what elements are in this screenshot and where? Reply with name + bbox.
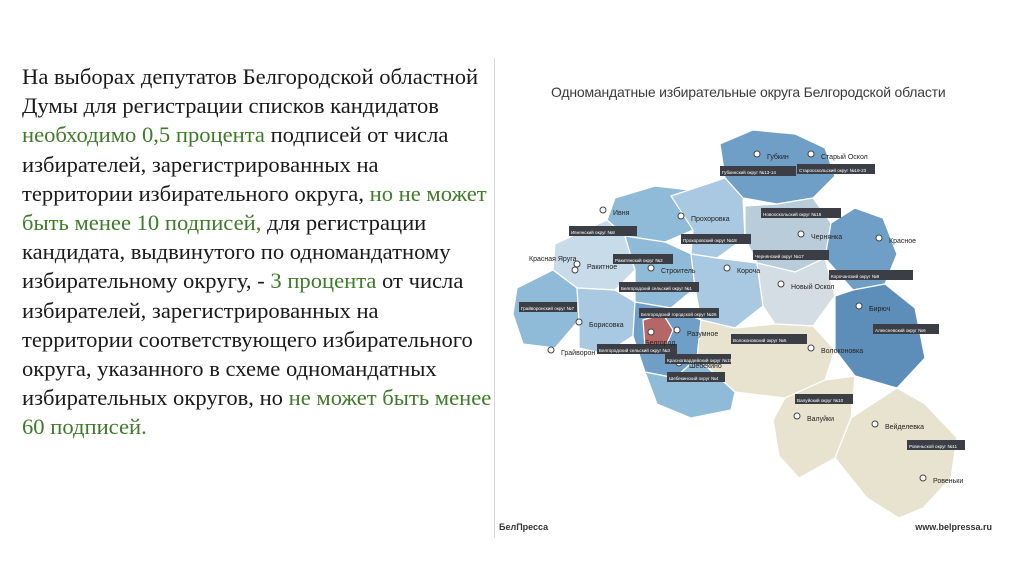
map-city-label: Корочa bbox=[737, 268, 761, 275]
map-city-label: Губкин bbox=[767, 154, 789, 161]
text-part-3: для регистрации кандидата, выдвинутого по одномандатному избирательному округу, - bbox=[22, 210, 451, 294]
text-part-1: На выборах депутатов Белгородской областной Думы для регистрации списков кандидатов bbox=[22, 64, 479, 119]
text-highlight-min-10: но не может быть менее 10 подписей, bbox=[22, 180, 487, 236]
map-district-label: Волоконовский округ №5 bbox=[733, 338, 787, 343]
map-district-label: Чернянский округ №17 bbox=[755, 254, 804, 259]
map-city-label: Разумное bbox=[687, 331, 719, 338]
map-district-label: Белгородский сельский округ №1 bbox=[621, 286, 692, 291]
map-district-label: Ровеньской округ №11 bbox=[909, 444, 958, 449]
map-district-label: Ивнянский округ №8 bbox=[571, 230, 615, 235]
map-district-label: Красногвардейский округ №15 bbox=[667, 358, 733, 363]
map-city-label: Вейделевка bbox=[885, 424, 925, 431]
map-district-label: Корочанский округ №9 bbox=[831, 274, 880, 279]
map-city-label: Шебекино bbox=[689, 363, 722, 370]
source-label: БелПресса bbox=[499, 522, 549, 532]
map-district-label: Белгородский сельский округ №3 bbox=[599, 348, 670, 353]
map-city-label: Волоконовка bbox=[821, 348, 864, 355]
region-map bbox=[495, 58, 1000, 538]
map-district-label: Прохоровский округ №18 bbox=[683, 238, 737, 243]
map-district-label: Губкинский округ №13-14 bbox=[722, 170, 776, 175]
map-city-label: Ивня bbox=[613, 210, 630, 217]
map-city-label: Новый Оскол bbox=[791, 284, 835, 291]
map-district-label: Старооскольский округ №19-23 bbox=[799, 168, 867, 173]
map-city-label: Красная Яруга bbox=[529, 256, 577, 263]
map-district-label: Шебекинский округ №4 bbox=[669, 376, 719, 381]
source-url: www.belpressa.ru bbox=[915, 522, 992, 532]
map-city-label: Ровеньки bbox=[933, 478, 964, 485]
map-district-label: Белгородский городской округ №26 bbox=[641, 312, 717, 317]
map-district-label: Ракитянский округ №2 bbox=[615, 258, 663, 263]
map-title: Одномандатные избирательные округа Белгородской области bbox=[551, 84, 946, 100]
map-city-label: Ракитное bbox=[587, 264, 618, 271]
map-district-label: Грайворонский округ №7 bbox=[521, 306, 575, 311]
map-city-label: Валуйки bbox=[807, 416, 835, 423]
map-region-alekseevka bbox=[835, 284, 925, 388]
map-city-label: Бирюч bbox=[869, 306, 891, 313]
map-city-label: Прохоровка bbox=[691, 216, 730, 223]
district-map-panel bbox=[494, 58, 1000, 538]
text-highlight-min-60: не может быть менее 60 подписей. bbox=[22, 385, 492, 440]
map-city-label: Белгород bbox=[645, 340, 676, 347]
map-city-label: Чернянка bbox=[811, 234, 843, 241]
text-highlight-3-percent: 3 процента bbox=[270, 268, 377, 294]
map-city-label: Красное bbox=[889, 238, 917, 245]
main-paragraph bbox=[22, 62, 492, 552]
text-part-2: подписей от числа избирателей, зарегистрированных на территории избирательного округа, bbox=[22, 122, 449, 206]
text-part-4: от числа избирателей, зарегистрированных на территории соответствующего избирательного округа, указанного в схеме одномандатных избирательных округов, но bbox=[22, 268, 473, 411]
map-district-label: Валуйский округ №10 bbox=[797, 398, 844, 403]
text-highlight-half-percent: необходимо 0,5 процента bbox=[22, 122, 265, 148]
map-city-label: Строитель bbox=[661, 268, 696, 275]
map-district-label: Новооскольский округ №16 bbox=[763, 212, 822, 217]
map-district-label: Алексеевский округ №6 bbox=[875, 328, 926, 333]
map-region-veidelevka bbox=[835, 388, 957, 518]
map-city-label: Грайворон bbox=[561, 350, 596, 357]
map-city-label: Борисовка bbox=[589, 322, 624, 329]
map-city-label: Старый Оскол bbox=[821, 154, 868, 161]
